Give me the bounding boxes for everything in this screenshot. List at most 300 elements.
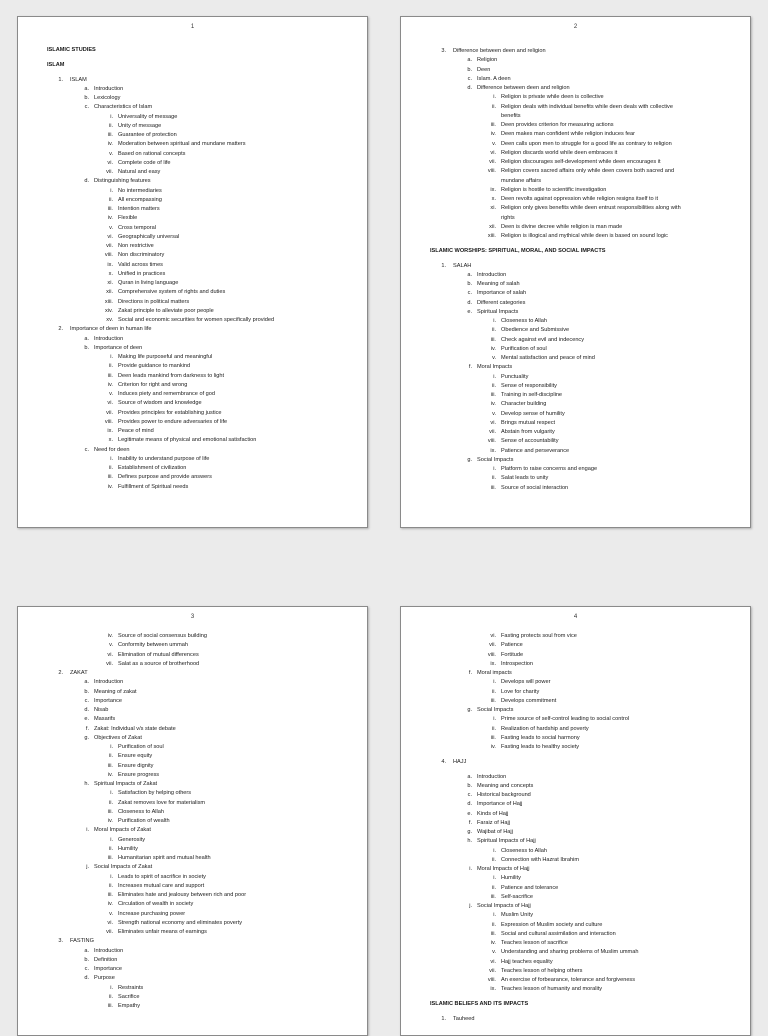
list-marker: b.	[84, 344, 89, 351]
list-marker: v.	[492, 355, 496, 361]
item-text: Fasting leads to social harmony	[501, 734, 580, 741]
outline-item-level-2	[430, 865, 742, 874]
outline-item-level-3	[47, 919, 359, 928]
item-text: Provide guidance to mankind	[118, 363, 191, 370]
item-text: mundane affairs	[501, 177, 542, 184]
list-marker: c.	[467, 75, 472, 82]
list-marker: i.	[110, 873, 113, 880]
item-text: Unity of message	[118, 122, 162, 129]
list-marker: 3.	[58, 938, 63, 945]
list-marker: ii.	[491, 921, 496, 928]
item-text: Historical background	[477, 792, 531, 798]
item-text: Restraints	[118, 984, 144, 991]
item-text: Purpose	[94, 975, 115, 982]
outline-item-level-2	[47, 85, 359, 94]
outline-item-level-3	[47, 131, 359, 140]
outline-item-level-3	[430, 317, 742, 326]
item-text: Deen is divine decree while religion is man made	[501, 223, 623, 230]
outline-item-level-3	[430, 345, 742, 354]
item-text: No intermediaries	[118, 187, 162, 194]
item-text: Develops will power	[501, 679, 551, 686]
outline-item-level-3	[430, 400, 742, 409]
item-text: Importance	[94, 966, 122, 972]
outline-item-level-2	[47, 344, 359, 353]
item-text: Fortitude	[501, 651, 524, 658]
page-number: 4	[573, 614, 578, 620]
list-marker: iii.	[107, 206, 113, 212]
outline-item-level-3	[430, 232, 742, 241]
item-text: Sense of responsibility	[501, 382, 557, 389]
item-text: Moral impacts	[477, 670, 512, 676]
outline-item-level-3	[47, 362, 359, 371]
list-marker: v.	[109, 150, 113, 157]
item-text: Spiritual Impacts of Zakat	[94, 781, 158, 787]
outline-item-level-3	[47, 799, 359, 808]
item-text: Brings mutual respect	[501, 419, 556, 426]
list-marker: xiv.	[105, 307, 113, 314]
item-text: rights	[501, 214, 515, 221]
outline-item-level-2	[430, 84, 742, 93]
outline-item-level-3	[430, 382, 742, 391]
list-marker: vii.	[106, 929, 113, 935]
list-marker: iii.	[490, 484, 496, 491]
list-marker: f.	[85, 725, 89, 732]
outline-item-level-3	[47, 279, 359, 288]
outline-item-level-2	[430, 280, 742, 289]
list-marker: i.	[110, 744, 113, 750]
outline-item-level-3	[430, 465, 742, 474]
item-text: Understanding and sharing problems of Muslim ummah	[501, 949, 639, 956]
outline-item-level-1	[47, 937, 359, 946]
list-marker: 2.	[58, 670, 63, 676]
list-marker: 1.	[441, 262, 446, 269]
item-text: Objectives of Zakat	[94, 734, 142, 741]
item-text: Zakat removes love for materialism	[118, 799, 206, 806]
list-marker: ix.	[490, 186, 496, 193]
list-marker: iv.	[107, 381, 113, 388]
list-marker: viii.	[487, 438, 496, 445]
list-marker: v.	[492, 949, 496, 956]
list-marker: iii.	[107, 855, 113, 861]
item-text: Self-sacrifice	[501, 893, 534, 900]
outline-item-level-3	[430, 976, 742, 985]
item-text: Abstain from vulgarity	[501, 429, 555, 435]
outline-item-level-2	[47, 780, 359, 789]
item-text: ISLAMIC BELIEFS AND ITS IMPACTS	[430, 1001, 529, 1007]
outline-item-level-3	[430, 391, 742, 400]
outline-item-level-1	[47, 669, 359, 678]
list-marker: v.	[109, 642, 113, 649]
outline-item-level-3	[430, 373, 742, 382]
list-marker: i.	[110, 354, 113, 360]
list-marker: i.	[493, 875, 496, 882]
outline-item-level-3	[430, 177, 742, 186]
outline-item-level-3	[430, 856, 742, 865]
item-text: Meaning of zakat	[94, 688, 137, 695]
item-text: Importance	[94, 697, 122, 704]
item-text: Peace of mind	[118, 428, 154, 434]
outline-item-level-2	[47, 826, 359, 835]
list-marker: iv.	[107, 818, 113, 824]
list-marker: iii.	[107, 892, 113, 898]
list-marker: i.	[110, 455, 113, 462]
outline-item-level-3	[47, 651, 359, 660]
list-marker: i.	[493, 679, 496, 686]
item-text: Patience and perseverance	[501, 447, 570, 454]
item-text: Closeness to Allah	[118, 808, 165, 815]
list-marker: vii.	[489, 967, 496, 974]
item-text: Source of social consensus building	[118, 633, 207, 639]
outline-item-level-2	[47, 688, 359, 697]
list-marker: i.	[493, 912, 496, 919]
outline-item-level-1	[430, 758, 742, 767]
item-text: Satisfaction by helping others	[118, 790, 192, 797]
list-marker: iii.	[490, 336, 496, 343]
outline-item-level-3	[430, 195, 742, 204]
outline-item-level-3	[47, 743, 359, 752]
item-text: Sense of accountability	[501, 438, 559, 445]
outline-item-level-3	[47, 473, 359, 482]
outline-item-level-3	[430, 130, 742, 139]
list-marker: v.	[109, 224, 113, 231]
document-page-1	[17, 16, 368, 528]
outline-item-level-2	[430, 363, 742, 372]
item-text: Importance of salah	[477, 290, 527, 297]
item-text: Quran in living language	[118, 280, 179, 286]
list-marker: ii.	[108, 465, 113, 471]
item-text: Definition	[94, 956, 118, 963]
outline-item-level-3	[430, 641, 742, 650]
outline-item-level-3	[430, 725, 742, 734]
list-marker: ii.	[491, 103, 496, 110]
list-marker: g.	[467, 456, 472, 463]
outline-item-level-3	[47, 251, 359, 260]
outline-item-level-1	[430, 1015, 742, 1024]
list-marker: 4.	[441, 758, 446, 765]
outline-item-level-3	[430, 651, 742, 660]
outline-item-level-3	[430, 410, 742, 419]
item-text: Establishment of civilization	[118, 465, 187, 471]
item-text: Closeness to Allah	[501, 318, 548, 324]
list-marker: ii.	[491, 688, 496, 695]
outline-item-level-3	[47, 418, 359, 427]
item-text: Obedience and Submissive	[501, 327, 570, 334]
list-marker: d.	[84, 707, 89, 713]
outline-item-level-2	[430, 75, 742, 84]
outline-item-level-3	[47, 168, 359, 177]
outline-item-level-3	[47, 900, 359, 909]
item-text: Introduction	[477, 271, 507, 278]
list-marker: 2.	[58, 326, 63, 333]
outline-item-level-2	[47, 706, 359, 715]
outline-item-level-3	[430, 447, 742, 456]
item-text: Character building	[501, 401, 547, 408]
item-text: Moral Impacts	[477, 364, 513, 371]
item-text: Social Impacts	[477, 707, 514, 713]
outline-item-level-2	[430, 782, 742, 791]
item-text: All encompassing	[118, 196, 162, 203]
list-marker: a.	[467, 773, 472, 780]
page-content	[47, 46, 359, 492]
item-text: Check against evil and indecency	[501, 336, 585, 343]
outline-item-level-2	[430, 669, 742, 678]
outline-item-level-2	[430, 902, 742, 911]
outline-item-level-3	[430, 158, 742, 167]
item-text: Unified in practices	[118, 270, 166, 277]
outline-item-level-3	[47, 455, 359, 464]
item-text: Flexible	[118, 215, 138, 222]
item-text: Introduction	[94, 679, 124, 686]
list-marker: i.	[110, 113, 113, 120]
outline-item-level-3	[47, 316, 359, 325]
outline-item-level-3	[430, 419, 742, 428]
list-marker: iv.	[490, 940, 496, 946]
item-text: Religion is private while deen is collective	[501, 94, 604, 101]
item-text: Wajibat of Hajj	[477, 829, 513, 835]
list-marker: iv.	[490, 345, 496, 352]
outline-item-level-3	[430, 336, 742, 345]
item-text: Develop sense of humility	[501, 410, 565, 417]
list-marker: viii.	[104, 252, 113, 259]
outline-item-level-3	[47, 882, 359, 891]
outline-item-level-2	[430, 819, 742, 828]
outline-item-level-2	[47, 947, 359, 956]
item-text: Faraiz of Hajj	[477, 819, 510, 826]
item-text: Universality of message	[118, 113, 178, 120]
list-marker: h.	[467, 838, 472, 845]
list-marker: i.	[110, 790, 113, 797]
outline-item-level-3	[430, 428, 742, 437]
outline-item-level-3	[430, 149, 742, 158]
item-text: Punctuality	[501, 373, 529, 380]
list-marker: vi.	[107, 651, 113, 658]
outline-item-level-2	[47, 335, 359, 344]
list-marker: iii.	[490, 893, 496, 900]
list-marker: iv.	[490, 401, 496, 408]
outline-item-level-3	[47, 372, 359, 381]
outline-item-level-3	[430, 939, 742, 948]
item-text: Elimination of mutual differences	[118, 651, 199, 658]
item-text: Introduction	[477, 773, 507, 780]
list-marker: iii.	[490, 734, 496, 741]
item-text: Kinds of Hajj	[477, 810, 509, 817]
list-marker: vi.	[490, 419, 496, 426]
outline-item-level-3	[430, 354, 742, 363]
item-text: Characteristics of Islam	[94, 104, 153, 111]
list-marker: ii.	[491, 884, 496, 891]
item-text: Religion	[477, 57, 498, 64]
list-marker: vii.	[106, 169, 113, 175]
item-text: ISLAM	[70, 76, 87, 83]
item-text: Masarifs	[94, 716, 116, 723]
item-text: ZAKAT	[70, 670, 88, 676]
outline-item-level-3	[47, 196, 359, 205]
list-marker: ii.	[491, 382, 496, 389]
outline-item-level-2	[430, 706, 742, 715]
outline-item-level-3	[47, 464, 359, 473]
item-text: Provides principles for establishing justice	[118, 409, 222, 416]
item-text: Making life purposeful and meaningful	[118, 354, 213, 360]
list-marker: iii.	[107, 474, 113, 481]
item-text: Realization of hardship and poverty	[501, 725, 589, 732]
outline-item-level-3	[47, 873, 359, 882]
outline-item-level-3	[430, 743, 742, 752]
list-marker: e.	[84, 716, 89, 723]
item-text: Leads to spirit of sacrifice in society	[118, 873, 206, 880]
outline-item-level-3	[47, 288, 359, 297]
outline-item-level-3	[47, 159, 359, 168]
list-marker: b.	[467, 281, 472, 287]
outline-item-level-3	[430, 921, 742, 930]
outline-item-level-2	[47, 715, 359, 724]
item-text: Expression of Muslim society and culture	[501, 921, 603, 928]
item-text: Religion discourages self-development while deen encourages it	[501, 159, 661, 165]
list-marker: ii.	[108, 122, 113, 129]
section-heading	[430, 247, 742, 256]
list-marker: c.	[84, 966, 89, 972]
item-text: Moderation between spiritual and mundane matters	[118, 141, 246, 148]
list-marker: a.	[467, 271, 472, 278]
item-text: An exercise of forbearance, tolerance and forgiveness	[501, 977, 636, 983]
item-text: Islam. A deen	[477, 75, 511, 82]
list-marker: ii.	[491, 856, 496, 863]
item-text: Mental satisfaction and peace of mind	[501, 355, 595, 361]
list-marker: i.	[86, 827, 89, 834]
list-marker: ix.	[490, 660, 496, 667]
list-marker: vi.	[107, 919, 113, 926]
list-marker: ii.	[108, 845, 113, 852]
outline-item-level-2	[47, 965, 359, 974]
outline-item-level-3	[47, 427, 359, 436]
item-text: Increase purchasing power	[118, 910, 186, 917]
item-text: Deen provides criterion for measuring actions	[501, 122, 614, 128]
item-text: Teaches lesson of humanity and morality	[501, 986, 603, 993]
list-marker: a.	[84, 679, 89, 686]
outline-item-level-3	[430, 893, 742, 902]
outline-item-level-3	[47, 762, 359, 771]
list-marker: b.	[84, 688, 89, 695]
document-page-4	[400, 606, 751, 1036]
outline-item-level-2	[430, 828, 742, 837]
page-content	[430, 47, 742, 493]
item-text: Difference between deen and religion	[477, 85, 570, 91]
outline-item-level-3	[47, 261, 359, 270]
item-text: Introduction	[94, 335, 124, 342]
list-marker: vii.	[489, 159, 496, 165]
list-marker: a.	[467, 57, 472, 64]
list-marker: ii.	[491, 475, 496, 482]
list-marker: vii.	[106, 243, 113, 249]
list-marker: 1.	[58, 76, 63, 83]
outline-item-level-2	[47, 734, 359, 743]
item-text: Moral Impacts of Hajj	[477, 866, 530, 872]
outline-item-level-3	[430, 847, 742, 856]
item-text: FASTING	[70, 938, 94, 945]
list-marker: c.	[84, 446, 89, 453]
list-marker: i.	[110, 984, 113, 991]
item-text: Spiritual Impacts of Hajj	[477, 838, 536, 845]
outline-item-level-3	[47, 817, 359, 826]
list-marker: ix.	[490, 447, 496, 454]
outline-item-level-3	[430, 326, 742, 335]
list-marker: i.	[493, 716, 496, 723]
list-marker: iii.	[107, 808, 113, 815]
item-text: Religion only gives benefits while deen entrust responsibilities along with	[501, 205, 681, 212]
item-text: Develops commitment	[501, 697, 557, 704]
item-text: Importance of deen in human life	[70, 326, 152, 333]
item-text: Patience	[501, 642, 523, 649]
list-marker: 1.	[441, 1015, 446, 1022]
list-marker: xiii.	[104, 298, 113, 305]
list-marker: d.	[467, 299, 472, 306]
list-marker: f.	[468, 364, 472, 371]
outline-item-level-3	[47, 483, 359, 492]
outline-item-level-3	[47, 298, 359, 307]
item-text: Meaning and concepts	[477, 782, 534, 789]
list-marker: c.	[84, 104, 89, 111]
item-text: Purification of soul	[501, 345, 547, 352]
item-text: Importance of Hajj	[477, 801, 523, 808]
outline-item-level-3	[47, 436, 359, 445]
outline-item-level-1	[47, 76, 359, 85]
outline-item-level-3	[430, 911, 742, 920]
section-heading	[47, 46, 359, 55]
outline-item-level-3	[430, 660, 742, 669]
outline-item-level-3	[47, 353, 359, 362]
item-text: Religion is illogical and mythical while deen is based on sound logic	[501, 233, 668, 239]
item-text: Increases mutual care and support	[118, 882, 205, 889]
list-marker: ii.	[108, 753, 113, 760]
outline-item-level-3	[47, 845, 359, 854]
document-page-2	[400, 16, 751, 528]
outline-item-level-2	[47, 678, 359, 687]
list-marker: ii.	[491, 327, 496, 334]
item-text: Introduction	[94, 85, 124, 92]
outline-item-level-2	[47, 863, 359, 872]
item-text: Based on rational concepts	[118, 150, 186, 157]
list-marker: c.	[467, 792, 472, 798]
list-marker: xii.	[489, 223, 496, 230]
list-marker: viii.	[104, 418, 113, 425]
list-marker: iii.	[490, 697, 496, 704]
item-text: ISLAMIC STUDIES	[47, 47, 96, 53]
outline-item-level-3	[430, 948, 742, 957]
item-text: Fasting leads to healthy society	[501, 744, 580, 750]
list-marker: i.	[110, 187, 113, 194]
list-marker: vi.	[490, 958, 496, 965]
item-text: Social Impacts	[477, 456, 514, 463]
item-text: Strength national economy and eliminates poverty	[118, 919, 243, 926]
list-marker: vii.	[106, 409, 113, 416]
list-marker: iv.	[107, 633, 113, 639]
outline-item-level-3	[430, 186, 742, 195]
item-text: Social Impacts of Zakat	[94, 864, 153, 871]
list-marker: d.	[84, 975, 89, 982]
item-text: Hajj teaches equality	[501, 958, 553, 965]
list-marker: g.	[467, 829, 472, 835]
list-marker: ix.	[107, 428, 113, 434]
outline-item-level-3	[47, 771, 359, 780]
item-text: Cross temporal	[118, 224, 156, 231]
item-text: Muslim Unity	[501, 912, 534, 919]
outline-item-level-3	[47, 187, 359, 196]
outline-item-level-3	[430, 167, 742, 176]
outline-item-level-3	[47, 808, 359, 817]
item-text: Non discriminatory	[118, 252, 165, 259]
outline-item-level-3	[47, 150, 359, 159]
item-text: Introspection	[501, 660, 534, 667]
item-text: Connection with Hazrat Ibrahim	[501, 856, 580, 863]
